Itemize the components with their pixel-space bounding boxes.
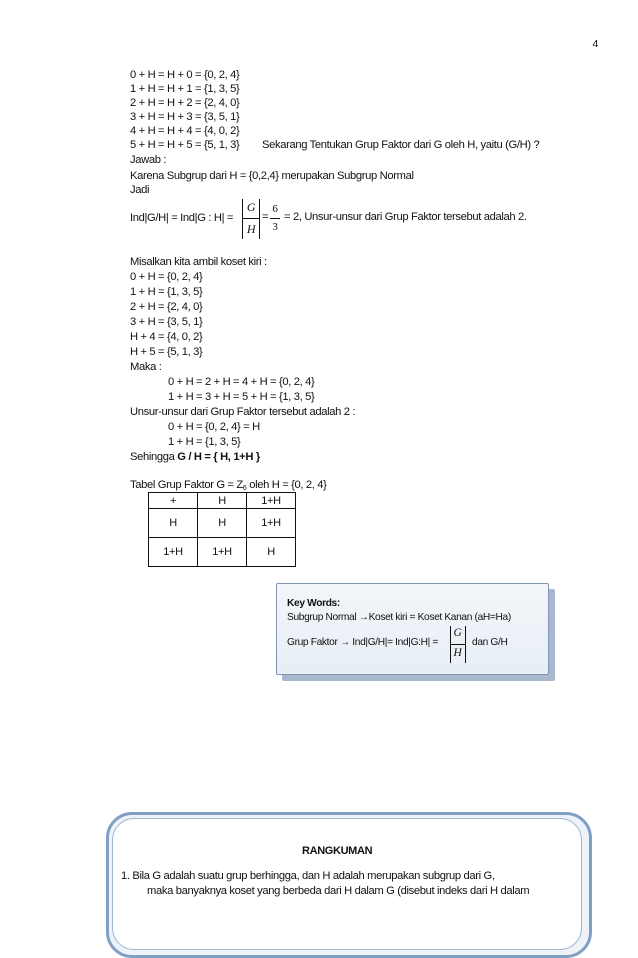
- equals-sign: =: [262, 211, 269, 223]
- abs-bar-left: [242, 199, 243, 239]
- jawab-label: Jawab :: [130, 154, 167, 166]
- table-cell: H: [198, 509, 247, 538]
- sehingga-prefix: Sehingga: [130, 451, 178, 463]
- karena-text: Karena Subgrup dari H = {0,2,4} merupakan Subgrup Normal: [130, 170, 414, 182]
- index-definition: Ind|G/H|= Ind|G:H| =: [349, 637, 439, 648]
- rangkuman-title: RANGKUMAN: [302, 845, 373, 857]
- index-right: = 2, Unsur-unsur dari Grup Faktor tersebut adalah 2.: [284, 211, 527, 223]
- unsur-line: 1 + H = {1, 3, 5}: [168, 436, 241, 448]
- left-coset-line: 0 + H = {0, 2, 4}: [130, 271, 203, 283]
- left-coset-line: H + 4 = {4, 0, 2}: [130, 331, 203, 343]
- coset-line: 3 + H = H + 3 = {3, 5, 1}: [130, 111, 240, 123]
- fraction-denominator: H: [246, 222, 256, 236]
- question-text: Sekarang Tentukan Grup Faktor dari G oleh H, yaitu (G/H) ?: [262, 139, 540, 151]
- keywords-line-1: [287, 612, 511, 623]
- left-coset-line: 1 + H = {1, 3, 5}: [130, 286, 203, 298]
- koset-definition: Koset kiri = Koset Kanan (aH=Ha): [368, 612, 511, 623]
- fraction-line: [243, 218, 259, 219]
- table-cell: 1+H: [247, 509, 296, 538]
- table-cell: H: [198, 493, 247, 509]
- kw-fraction-line: [451, 644, 465, 645]
- coset-line: 1 + H = H + 1 = {1, 3, 5}: [130, 83, 240, 95]
- coset-line: 2 + H = H + 2 = {2, 4, 0}: [130, 97, 240, 109]
- abs-bar-right: [259, 199, 260, 239]
- jadi-label: Jadi: [130, 184, 150, 196]
- table-cell: 1+H: [198, 538, 247, 567]
- table-cell: H: [149, 509, 198, 538]
- kw-fraction-denominator: H: [453, 647, 462, 659]
- tabel-suffix: oleh H = {0, 2, 4}: [246, 479, 327, 491]
- keywords-title: Key Words:: [287, 598, 340, 609]
- unsur-line: 0 + H = {0, 2, 4} = H: [168, 421, 260, 433]
- left-coset-line: 2 + H = {2, 4, 0}: [130, 301, 203, 313]
- coset-line: 5 + H = H + 5 = {5, 1, 3}: [130, 139, 240, 151]
- keywords-box: [276, 583, 549, 675]
- table-cell: +: [149, 493, 198, 509]
- table-row: [149, 493, 296, 509]
- maka-label: Maka :: [130, 361, 162, 373]
- table-cell: 1+H: [247, 493, 296, 509]
- table-cell: H: [247, 538, 296, 567]
- fraction-numerator: G: [246, 200, 256, 214]
- coset-line: 0 + H = H + 0 = {0, 2, 4}: [130, 69, 240, 81]
- left-coset-line: H + 5 = {5, 1, 3}: [130, 346, 203, 358]
- page-number: 4: [592, 38, 598, 50]
- dan-gh-text: dan G/H: [472, 637, 508, 648]
- coset-line: 4 + H = H + 4 = {4, 0, 2}: [130, 125, 240, 137]
- index-left: Ind|G/H| = Ind|G : H| =: [130, 212, 234, 224]
- table-row: [149, 538, 296, 567]
- left-coset-line: 3 + H = {3, 5, 1}: [130, 316, 203, 328]
- rangkuman-panel: [112, 818, 582, 950]
- tabel-prefix: Tabel Grup Faktor G = Z: [130, 479, 243, 491]
- table-row: [149, 509, 296, 538]
- tabel-subscript: 6: [242, 485, 247, 492]
- misalkan-text: Misalkan kita ambil koset kiri :: [130, 256, 267, 268]
- rangkuman-item-1: 1. Bila G adalah suatu grup berhingga, dan H adalah merupakan subgrup dari G,: [121, 870, 495, 882]
- grup-faktor-label: Grup Faktor: [287, 637, 340, 648]
- arrow-right-icon: →: [358, 612, 369, 623]
- fraction2-denominator: 3: [272, 221, 278, 233]
- arrow-right-icon: →: [339, 637, 350, 648]
- fraction2-line: [270, 218, 280, 219]
- factor-group-table: [148, 492, 296, 567]
- sehingga-result: G / H = { H, 1+H }: [177, 451, 260, 463]
- fraction2-numerator: 6: [272, 203, 278, 215]
- maka-line: 0 + H = 2 + H = 4 + H = {0, 2, 4}: [168, 376, 315, 388]
- unsur-text: Unsur-unsur dari Grup Faktor tersebut adalah 2 :: [130, 406, 356, 418]
- kw-abs-bar-right: [465, 626, 466, 663]
- sehingga-line: [130, 450, 260, 464]
- keywords-line-2: [287, 637, 438, 648]
- kw-fraction-numerator: G: [453, 627, 462, 639]
- rangkuman-item-1-cont: maka banyaknya koset yang berbeda dari H dalam G (disebut indeks dari H dalam: [147, 885, 530, 897]
- subgrup-normal-label: Subgrup Normal: [287, 612, 359, 623]
- maka-line: 1 + H = 3 + H = 5 + H = {1, 3, 5}: [168, 391, 315, 403]
- table-cell: 1+H: [149, 538, 198, 567]
